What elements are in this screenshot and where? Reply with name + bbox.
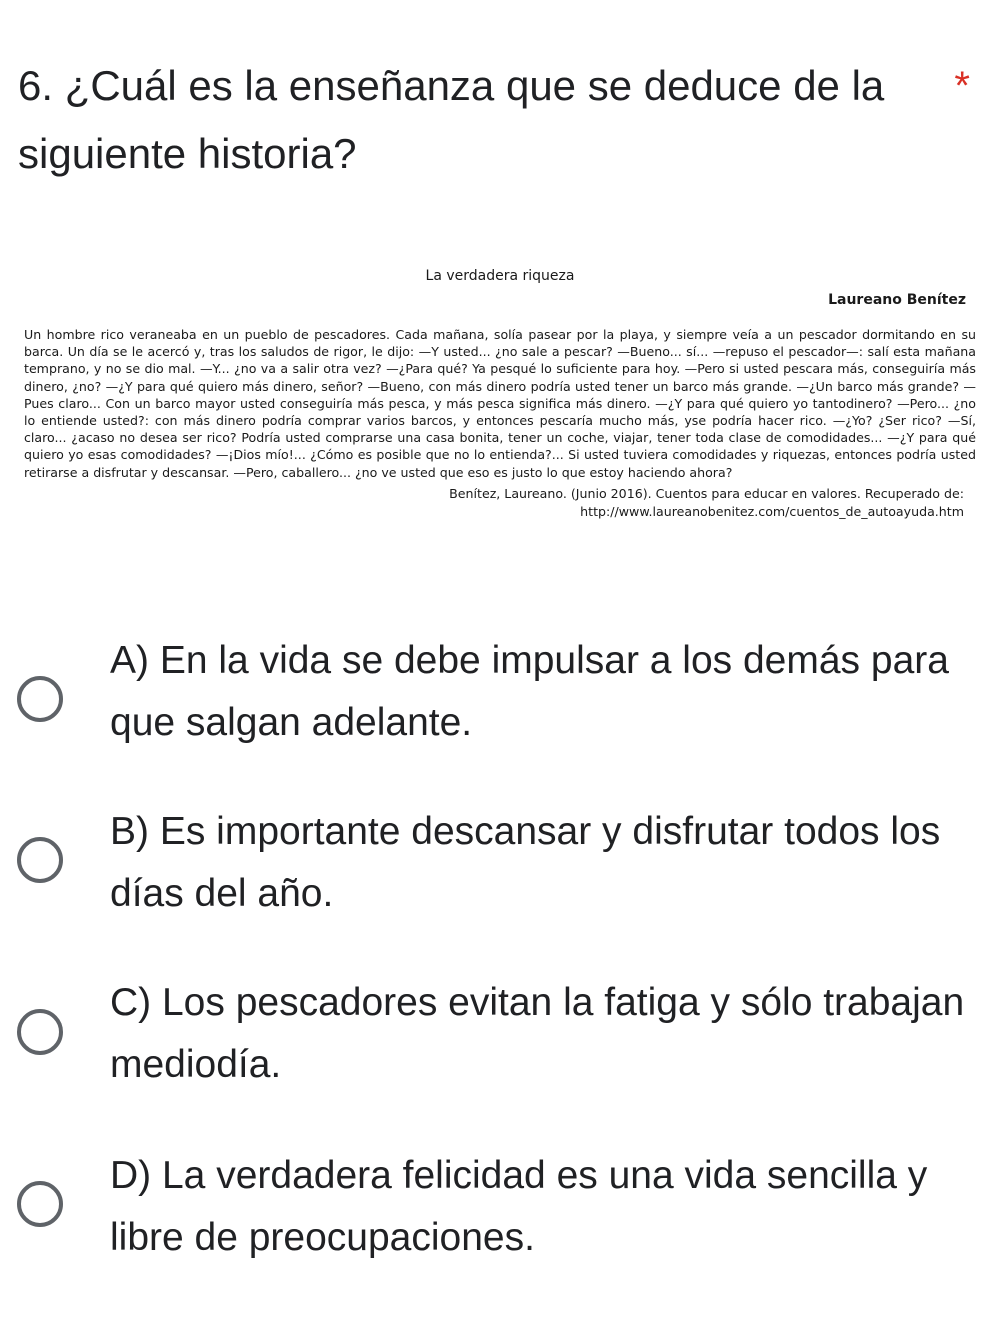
option-b-label[interactable]: B) Es importante descansar y disfrutar todos los días del año. [110,810,941,915]
option-d-label[interactable]: D) La verdadera felicidad es una vida sencilla y libre de preocupaciones. [110,1154,928,1259]
story-citation [24,485,964,521]
question-title [18,52,978,188]
radio-option-a[interactable] [17,676,63,722]
question-text: 6. ¿Cuál es la enseñanza que se deduce de la siguiente historia? [18,62,885,177]
citation-url: http://www.laureanobenitez.com/cuentos_de_autoayuda.htm [580,503,964,519]
story-author: Laureano Benítez [828,292,966,308]
option-d[interactable] [0,1145,995,1285]
required-asterisk: * [954,64,970,108]
story-title: La verdadera riqueza [425,268,575,284]
story-image [24,268,976,521]
radio-option-b[interactable] [17,837,63,883]
story-body: Un hombre rico veraneaba en un pueblo de pescadores. Cada mañana, solía pasear por la playa, y siempre veía a un pescador dormitando en su barca. Un día se le acercó y, tras los saludos de rigor, le dijo: —Y usted... ¿no sale a pescar? —Bueno... sí... —repuso el pescador—: salí esta mañana temprano, y no se dio mal. —Y... ¿no va a salir otra vez? —¿Para qué? Ya pesqué lo suficiente para hoy. —Pero si usted pescara más, conseguiría más dinero, ¿no? —¿Y para qué quiero más dinero, señor? —Bueno, con más dinero podría usted tener un barco más grande. —¿Un barco más grande? —Pues claro... Con un barco mayor usted conseguiría más pesca, y más pesca significa más dinero. —¿Y para qué quiero yo tantodinero? —Pero... ¿no lo entiende usted?: con más dinero podría comprar varios barcos, y entonces pescaría mucho más, yse podría hacer rico. —¿Yo? ¿Ser rico? —Sí, claro... ¿acaso no desea ser rico? Podría usted comprarse una casa bonita, tener un coche, viajar, tener toda clase de comodidades... —¿Y para qué quiero yo esas comodidades? —¡Dios mío!... ¿Cómo es posible que no lo entienda?... Si usted tuviera comodidades y riquezas, entonces podría usted retirarse a disfrutar y descansar. —Pero, caballero... ¿no ve usted que eso es justo lo que estoy haciendo ahora? [24,327,976,480]
option-c[interactable] [0,972,995,1112]
option-a-label[interactable]: A) En la vida se debe impulsar a los demás para que salgan adelante. [110,639,949,744]
radio-option-d[interactable] [17,1181,63,1227]
radio-option-c[interactable] [17,1009,63,1055]
option-a[interactable] [0,630,995,770]
option-b[interactable] [0,801,995,941]
option-c-label[interactable]: C) Los pescadores evitan la fatiga y sólo trabajan mediodía. [110,981,965,1086]
citation-line-1: Benítez, Laureano. (Junio 2016). Cuentos para educar en valores. Recuperado de: [449,485,964,501]
